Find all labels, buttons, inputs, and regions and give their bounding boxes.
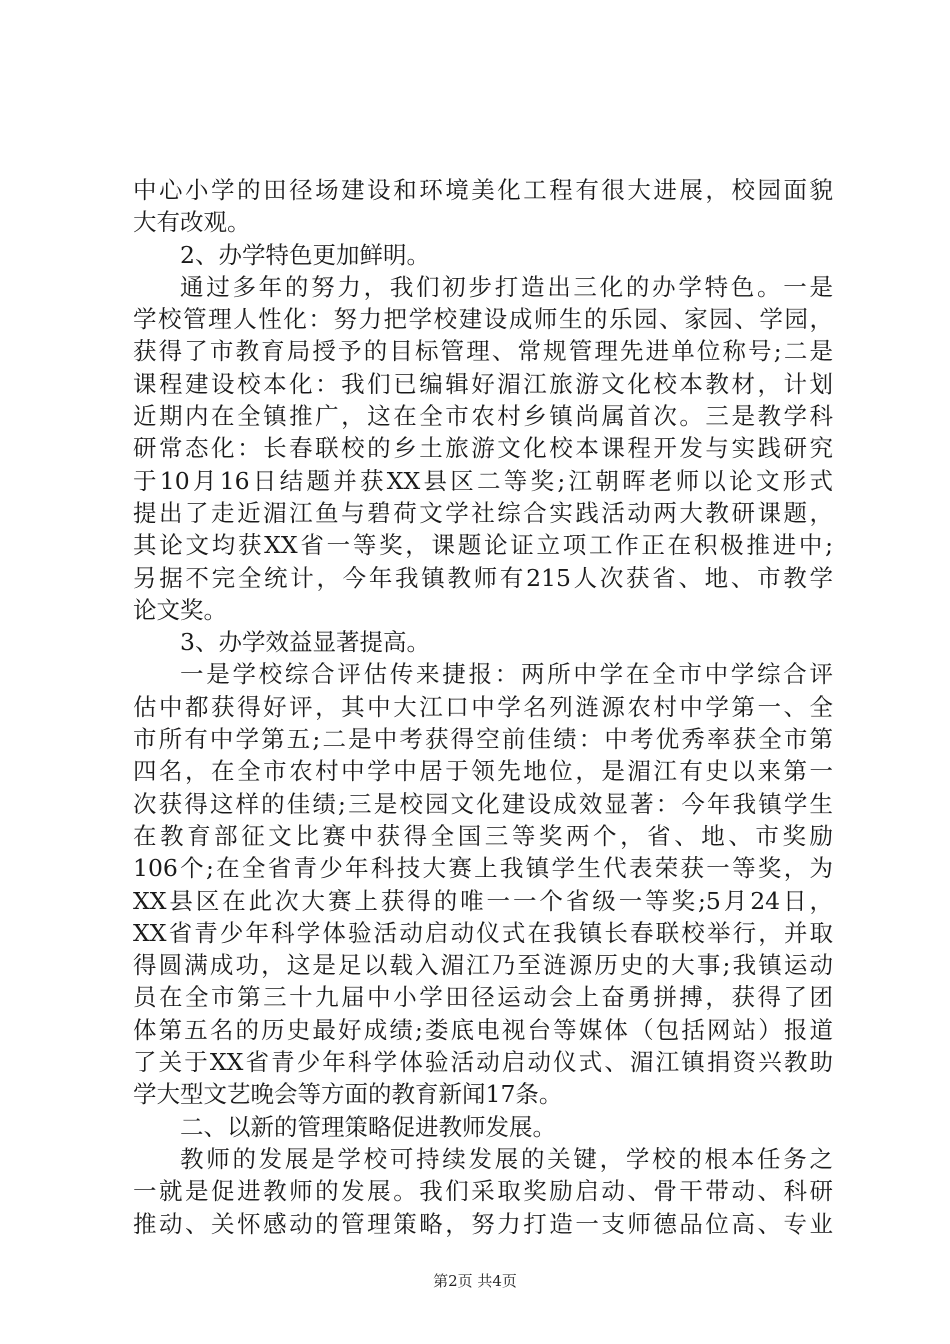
text-line: 估中都获得好评，其中大江口中学名列涟源农村中学第一、全 <box>133 692 833 721</box>
text-line: 获得了市教育局授予的目标管理、常规管理先进单位称号;二是 <box>133 337 833 366</box>
text-line: 2、办学特色更加鲜明。 <box>180 240 430 269</box>
text-line: 二、以新的管理策略促进教师发展。 <box>180 1112 556 1141</box>
text-line: XX县区在此次大赛上获得的唯一一个省级一等奖;5月24日， <box>133 886 833 915</box>
text-line: 在教育部征文比赛中获得全国三等奖两个，省、地、市奖励 <box>133 821 833 850</box>
text-line: 通过多年的努力，我们初步打造出三化的办学特色。一是 <box>180 272 833 301</box>
text-line: 一就是促进教师的发展。我们采取奖励启动、骨干带动、科研 <box>133 1177 833 1206</box>
text-line: 一是学校综合评估传来捷报：两所中学在全市中学综合评 <box>180 660 833 689</box>
text-line: 另据不完全统计，今年我镇教师有215人次获省、地、市教学 <box>133 563 833 592</box>
text-line: 于10月16日结题并获XX县区二等奖;江朝晖老师以论文形式 <box>133 466 833 495</box>
text-line: 论文奖。 <box>133 595 227 624</box>
text-line: XX省青少年科学体验活动启动仪式在我镇长春联校举行，并取 <box>133 918 833 947</box>
text-line: 106个;在全省青少年科技大赛上我镇学生代表荣获一等奖，为 <box>133 854 833 883</box>
text-line: 其论文均获XX省一等奖，课题论证立项工作正在积极推进中; <box>133 531 833 560</box>
text-line: 体第五名的历史最好成绩;娄底电视台等媒体（包括网站）报道 <box>133 1015 833 1044</box>
text-line: 推动、关怀感动的管理策略，努力打造一支师德品位高、专业 <box>133 1209 833 1238</box>
text-line: 大有改观。 <box>133 208 251 237</box>
text-line: 课程建设校本化：我们已编辑好湄江旅游文化校本教材，计划 <box>133 369 833 398</box>
text-line: 次获得这样的佳绩;三是校园文化建设成效显著：今年我镇学生 <box>133 789 833 818</box>
text-line: 教师的发展是学校可持续发展的关键，学校的根本任务之 <box>180 1144 833 1173</box>
text-line: 研常态化：长春联校的乡土旅游文化校本课程开发与实践研究 <box>133 434 833 463</box>
text-line: 近期内在全镇推广，这在全市农村乡镇尚属首次。三是教学科 <box>133 402 833 431</box>
text-line: 提出了走近湄江鱼与碧荷文学社综合实践活动两大教研课题， <box>133 498 833 527</box>
text-line: 3、办学效益显著提高。 <box>180 628 430 657</box>
document-body <box>133 174 833 1240</box>
text-line: 中心小学的田径场建设和环境美化工程有很大进展，校园面貌 <box>133 176 833 204</box>
text-line: 学校管理人性化：努力把学校建设成师生的乐园、家园、学园， <box>133 305 833 334</box>
page-footer <box>0 1271 950 1291</box>
text-line: 了关于XX省青少年科学体验活动启动仪式、湄江镇捐资兴教助 <box>133 1048 833 1077</box>
text-line: 四名，在全市农村中学中居于领先地位，是湄江有史以来第一 <box>133 757 833 786</box>
page-number-label: 第2页 共4页 <box>433 1272 517 1290</box>
text-line: 得圆满成功，这是足以载入湄江乃至涟源历史的大事;我镇运动 <box>133 951 833 980</box>
text-line: 员在全市第三十九届中小学田径运动会上奋勇拼搏，获得了团 <box>133 983 833 1012</box>
text-line: 学大型文艺晚会等方面的教育新闻17条。 <box>133 1080 563 1109</box>
text-line: 市所有中学第五;二是中考获得空前佳绩：中考优秀率获全市第 <box>133 725 833 754</box>
